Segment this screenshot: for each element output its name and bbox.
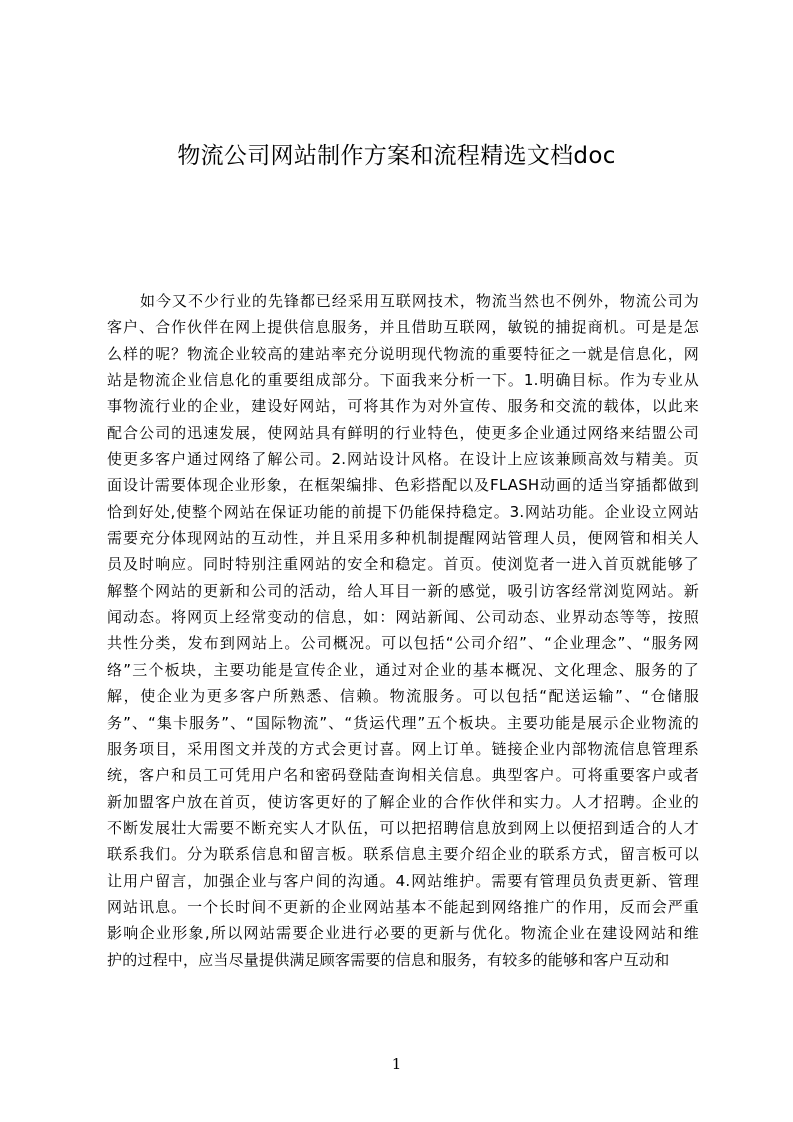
body-line: 事物流行业的企业，建设好网站，可将其作为对外宣传、服务和交流的载体，以此来 [107, 397, 699, 416]
body-line: 配合公司的迅速发展，使网站具有鲜明的行业特色，使更多企业通过网络来结盟公司 [107, 423, 699, 442]
body-line: 让用户留言，加强企业与客户间的沟通。4.网站维护。需要有管理员负责更新、管理 [107, 871, 699, 890]
body-line: 闻动态。将网页上经常变动的信息，如：网站新闻、公司动态、业界动态等等，按照 [107, 608, 699, 627]
body-line: 使更多客户通过网络了解公司。2.网站设计风格。在设计上应该兼顾高效与精美。页 [107, 450, 699, 469]
body-line: 新加盟客户放在首页，使访客更好的了解企业的合作伙伴和实力。人才招聘。企业的 [107, 792, 699, 811]
body-line: 么样的呢？物流企业较高的建站率充分说明现代物流的重要特征之一就是信息化，网 [107, 344, 699, 363]
body-line: 客户、合作伙伴在网上提供信息服务，并且借助互联网，敏锐的捕捉商机。可是是怎 [107, 318, 699, 337]
body-line: 面设计需要体现企业形象，在框架编排、色彩搭配以及FLASH动画的适当穿插都做到 [107, 476, 699, 495]
body-line: 站是物流企业信息化的重要组成部分。下面我来分析一下。1.明确目标。作为专业从 [107, 371, 699, 390]
body-line: 解整个网站的更新和公司的活动，给人耳目一新的感觉，吸引访客经常浏览网站。新 [107, 581, 699, 600]
document-body [107, 288, 699, 973]
body-line: 联系我们。分为联系信息和留言板。联系信息主要介绍企业的联系方式，留言板可以 [107, 845, 699, 864]
body-line: 需要充分体现网站的互动性，并且采用多种机制提醒网站管理人员，便网管和相关人 [107, 529, 699, 548]
body-line: 影响企业形象,所以网站需要企业进行必要的更新与优化。物流企业在建设网站和维 [107, 924, 699, 943]
body-line: 恰到好处,使整个网站在保证功能的前提下仍能保持稳定。3.网站功能。企业设立网站 [107, 502, 699, 521]
body-line: 网站讯息。一个长时间不更新的企业网站基本不能起到网络推广的作用，反而会严重 [107, 897, 699, 916]
body-line: 员及时响应。同时特别注重网站的安全和稳定。首页。使浏览者一进入首页就能够了 [107, 555, 699, 574]
body-line: 统，客户和员工可凭用户名和密码登陆查询相关信息。典型客户。可将重要客户或者 [107, 766, 699, 785]
body-line: 如今又不少行业的先锋都已经采用互联网技术，物流当然也不例外，物流公司为 [140, 292, 699, 310]
body-line: 络”三个板块，主要功能是宣传企业，通过对企业的基本概况、文化理念、服务的了 [107, 660, 699, 679]
document-title: 物流公司网站制作方案和流程精选文档doc [177, 143, 616, 169]
body-line: 护的过程中，应当尽量提供满足顾客需要的信息和服务，有较多的能够和客户互动和 [107, 950, 670, 969]
body-line: 共性分类，发布到网站上。公司概况。可以包括“公司介绍”、“企业理念”、“服务网 [107, 634, 699, 653]
page-number: 1 [391, 1055, 402, 1073]
body-line: 务”、“集卡服务”、“国际物流”、“货运代理”五个板块。主要功能是展示企业物流的 [107, 713, 699, 732]
body-line: 解，使企业为更多客户所熟悉、信赖。物流服务。可以包括“配送运输”、“仓储服 [107, 687, 699, 706]
body-line: 不断发展壮大需要不断充实人才队伍，可以把招聘信息放到网上以便招到适合的人才 [107, 818, 699, 837]
body-line: 服务项目，采用图文并茂的方式会更讨喜。网上订单。链接企业内部物流信息管理系 [107, 739, 699, 758]
